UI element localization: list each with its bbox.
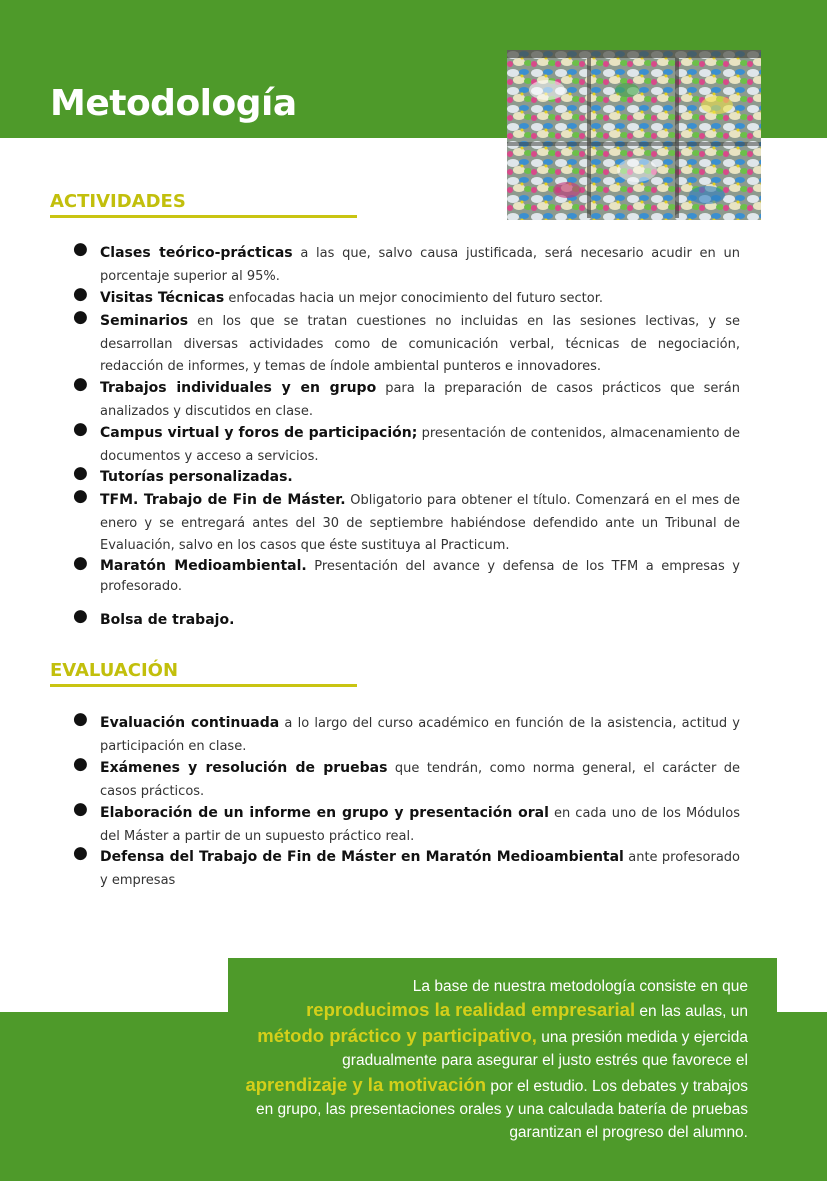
- page-title: Metodología: [50, 83, 297, 124]
- quote-text: por el estudio. Los debates y trabajos en grupo, las presentaciones orales y una calculada batería de pruebas garantizan el progreso del alumno.: [255, 1077, 748, 1142]
- section-heading-evaluacion: EVALUACIÓN: [50, 660, 179, 681]
- bullet-icon: ●: [73, 374, 88, 394]
- bullet-icon: ●: [73, 843, 88, 863]
- bullet-icon: ●: [73, 463, 88, 483]
- section-heading-actividades: ACTIVIDADES: [50, 191, 186, 212]
- item-title: Exámenes y resolución de pruebas: [100, 760, 388, 776]
- item-text: ante profesorado y empresas: [100, 850, 740, 888]
- quote-text: en las aulas, un: [635, 1003, 748, 1021]
- item-title: Clases teórico-prácticas: [100, 245, 293, 261]
- item-title: Seminarios: [100, 313, 189, 329]
- section-rule: [50, 684, 357, 687]
- item-title: TFM. Trabajo de Fin de Máster.: [100, 492, 346, 508]
- item-text: para la preparación de casos prácticos que serán analizados y discutidos en clase.: [100, 381, 740, 419]
- item-title: Trabajos individuales y en grupo: [100, 380, 377, 396]
- quote-highlight: reproducimos la realidad empresarial: [306, 999, 636, 1021]
- item-title: Elaboración de un informe en grupo y presentación oral: [100, 805, 549, 821]
- item-title: Maratón Medioambiental.: [100, 558, 307, 574]
- item-text: en los que se tratan cuestiones no incluidas en las sesiones lectivas, y se desarrollan diversas actividades como de comunicación verbal, técnicas de negociación, redacción de informes, y temas de índole ambiental punteros e innovadores.: [100, 314, 740, 374]
- bullet-icon: ●: [73, 307, 88, 327]
- item-text: a lo largo del curso académico en función de la asistencia, actitud y participación en clase.: [100, 716, 740, 754]
- methodology-quote: [240, 975, 748, 1145]
- quote-text: una presión medida y ejercida gradualmente para asegurar el justo estrés que favorece el: [342, 1028, 748, 1070]
- bullet-icon: ●: [73, 709, 88, 729]
- item-text: Presentación del avance y defensa de los TFM a empresas y profesorado.: [100, 559, 741, 594]
- item-title: Visitas Técnicas: [100, 290, 225, 306]
- bullet-icon: ●: [73, 553, 88, 573]
- bullet-icon: ●: [73, 606, 88, 626]
- section-rule: [50, 215, 357, 218]
- item-title: Campus virtual y foros de participación;: [100, 425, 418, 441]
- bullet-icon: ●: [73, 754, 88, 774]
- item-text: a las que, salvo causa justificada, será necesario acudir en un porcentaje superior al 95%.: [100, 246, 740, 284]
- item-text: en cada uno de los Módulos del Máster a partir de un supuesto práctico real.: [100, 806, 740, 844]
- bullet-icon: ●: [73, 284, 88, 304]
- quote-text: La base de nuestra metodología consiste en que: [412, 978, 748, 995]
- bullet-icon: ●: [73, 239, 88, 259]
- item-text: enfocadas hacia un mejor conocimiento del futuro sector.: [224, 291, 604, 306]
- item-title: Bolsa de trabajo.: [100, 612, 235, 628]
- item-text: presentación de contenidos, almacenamiento de documentos y acceso a servicios.: [100, 426, 740, 464]
- item-text: Obligatorio para obtener el título. Comenzará en el mes de enero y se entregará antes del 30 de septiembre habiéndose defendido ante un Tribunal de Evaluación, salvo en los casos que éste sustituya al Practicum.: [100, 493, 740, 553]
- quote-highlight: aprendizaje y la motivación: [245, 1073, 487, 1095]
- bullet-icon: ●: [73, 486, 88, 506]
- recycled-plastic-bales-photo: [507, 50, 761, 220]
- item-title: Tutorías personalizadas.: [100, 469, 293, 485]
- bullet-icon: ●: [73, 419, 88, 439]
- bullet-icon: ●: [73, 799, 88, 819]
- item-title: Defensa del Trabajo de Fin de Máster en Maratón Medioambiental: [100, 849, 624, 865]
- item-text: que tendrán, como norma general, el carácter de casos prácticos.: [100, 761, 741, 799]
- quote-highlight: método práctico y participativo,: [257, 1024, 537, 1046]
- item-title: Evaluación continuada: [100, 715, 280, 731]
